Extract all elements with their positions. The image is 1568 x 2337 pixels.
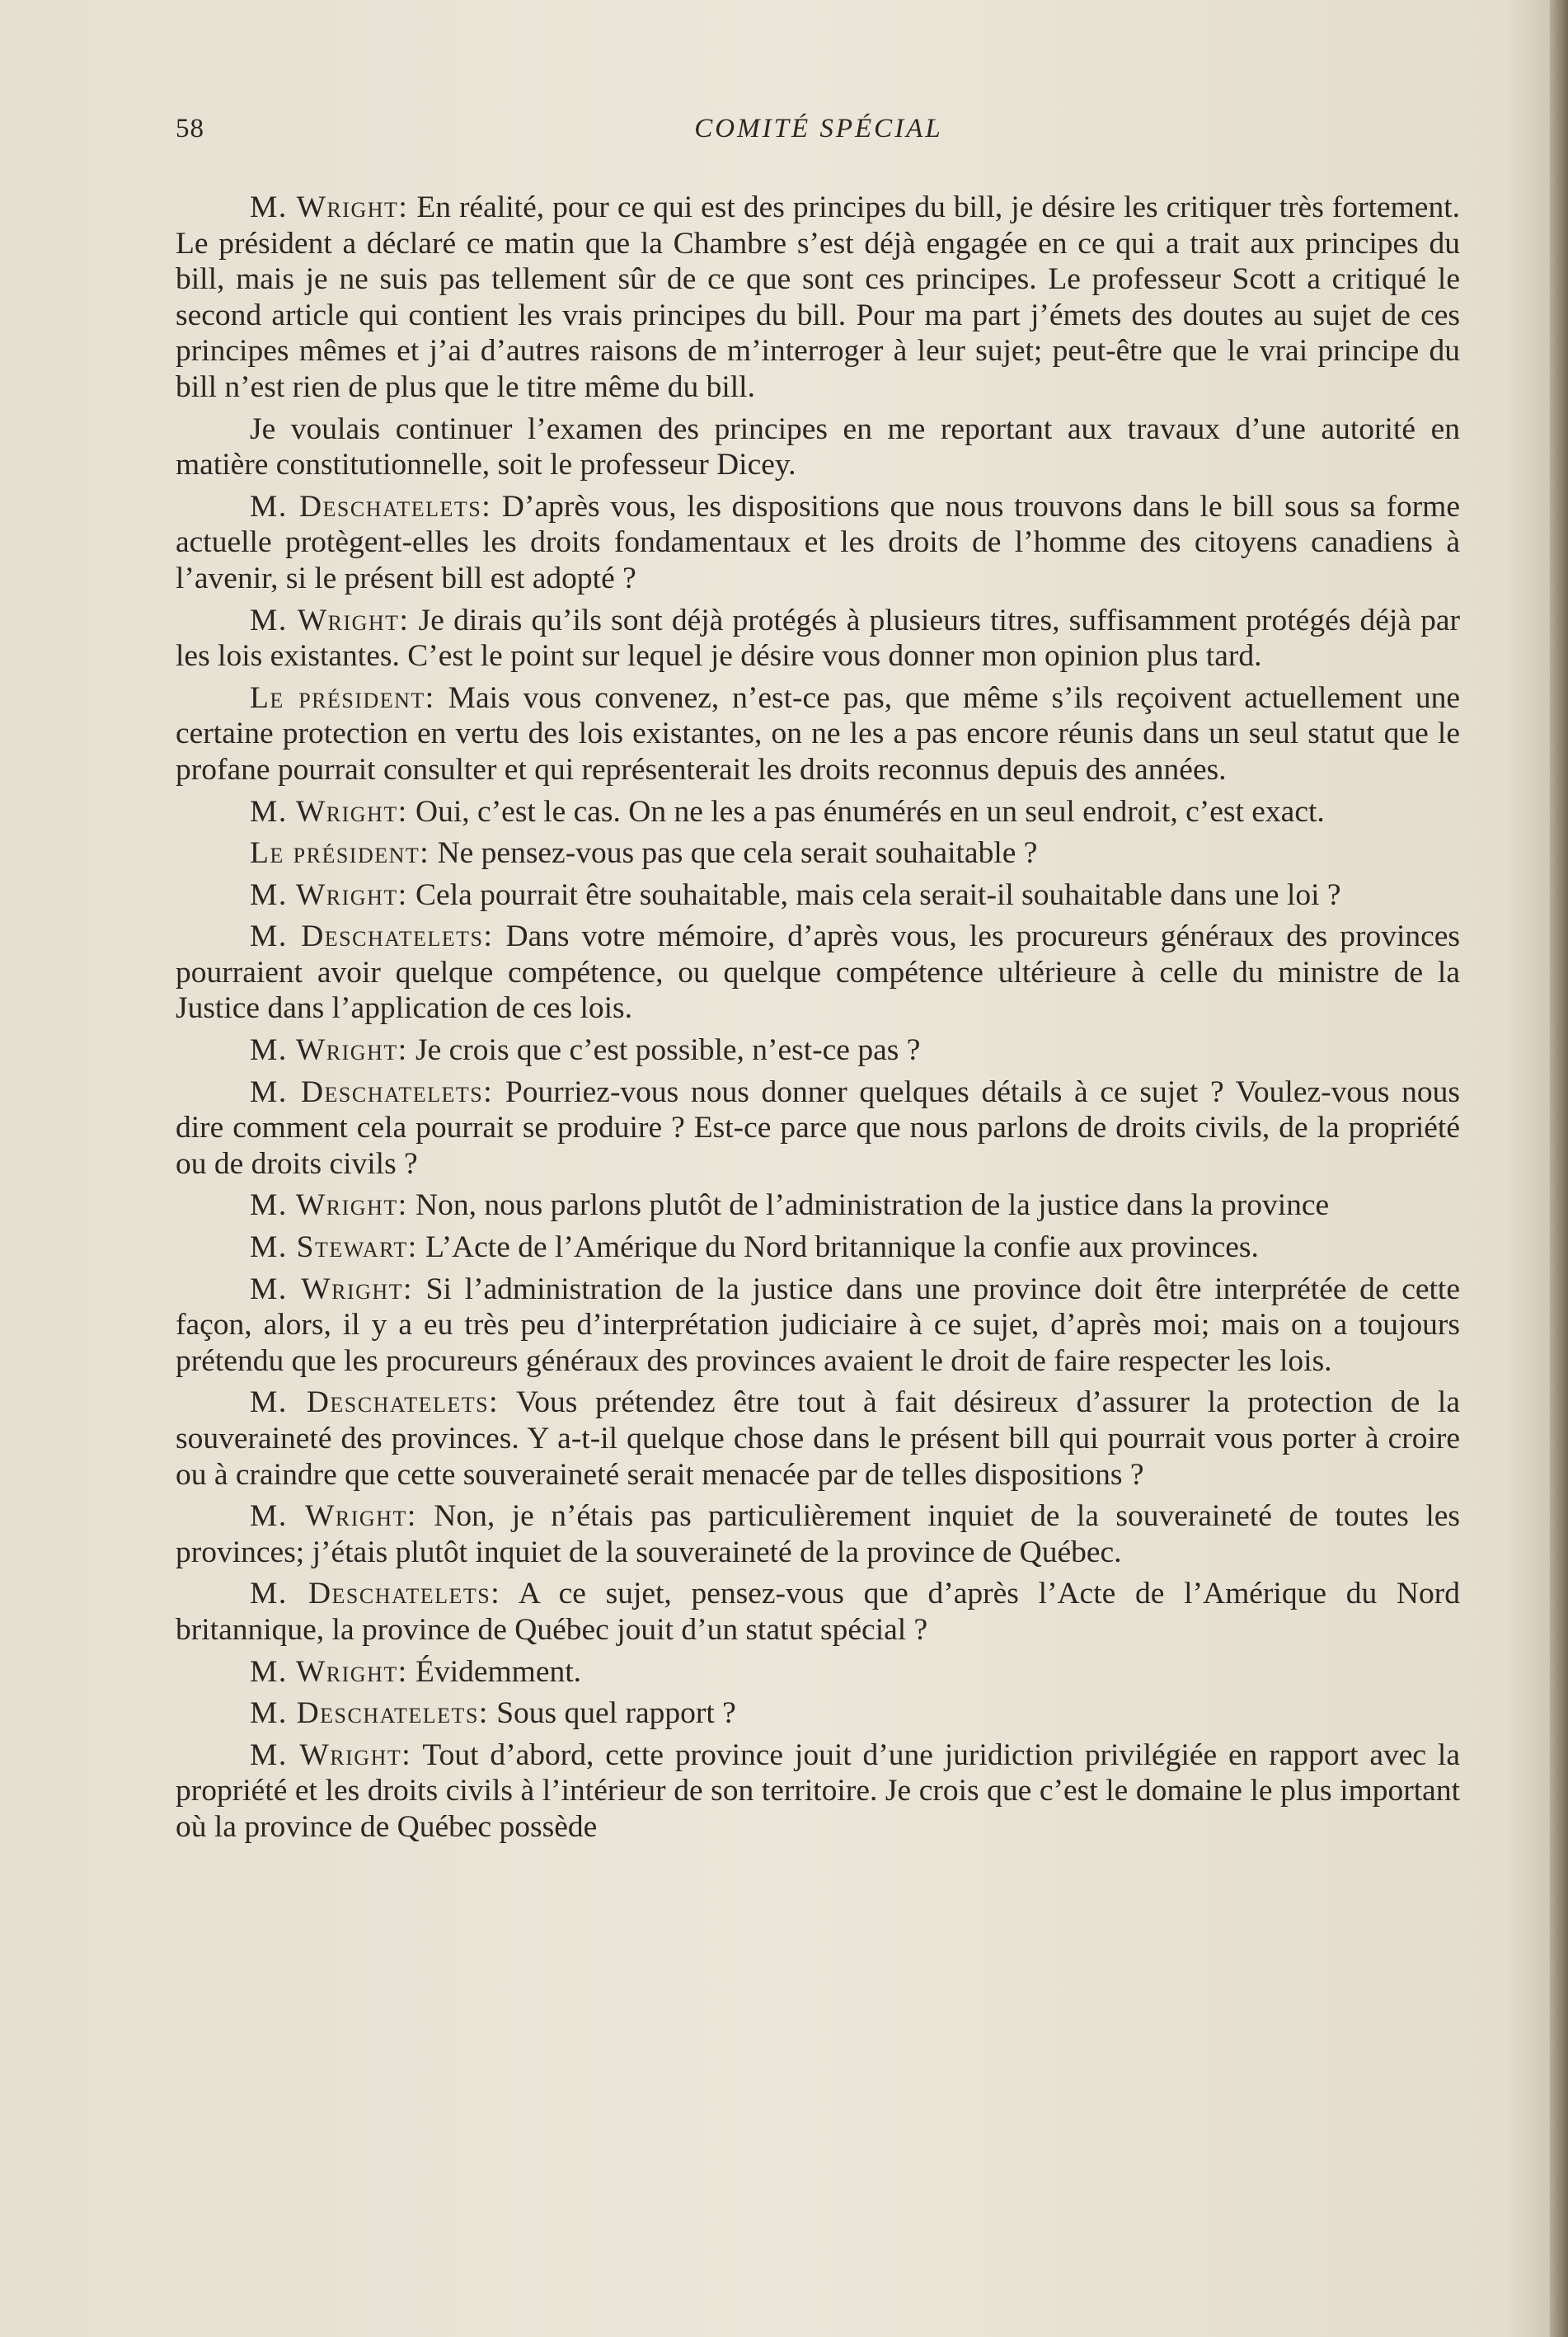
paragraph-text: Non, nous parlons plutôt de l’administration de la justice dans la province	[415, 1188, 1330, 1223]
paragraph-text: Sous quel rapport ?	[496, 1696, 736, 1731]
book-spine-edge	[1550, 0, 1568, 2337]
speaker-name: M. Deschatelets:	[250, 1385, 500, 1420]
speaker-name: Le président:	[250, 836, 430, 871]
paragraph-text: En réalité, pour ce qui est des principes du bill, je désire les critiquer très fortement. Le président a déclaré ce matin que la Chambre s’est déjà engagée en ce qui a trait aux principes du bill, mais je ne suis pas tellement sûr de ce que sont ces principes. Le professeur Scott a critiqué le second article qui contient les vrais principes du bill. Pour ma part j’émets des doutes au sujet de ces principes mêmes et j’ai d’autres raisons de m’interroger à leur sujet; peut-être que le vrai principe du bill n’est rien de plus que le titre même du bill.	[176, 190, 1460, 404]
paragraph-text: Mais vous convenez, n’est-ce pas, que même s’ils reçoivent actuellement une certaine protection en vertu des lois existantes, on ne les a pas encore réunis dans un seul statut que le profane pourrait consulter et qui représenterait les droits reconnus depuis des années.	[176, 680, 1460, 787]
paragraph-text: Pourriez-vous nous donner quelques détails à ce sujet ? Voulez-vous nous dire comment cela pourrait se produire ? Est-ce parce que nous parlons de droits civils, de la propriété ou de droits civils ?	[176, 1074, 1461, 1181]
speaker-name: M. Wright:	[250, 1737, 412, 1772]
paragraph	[176, 835, 1460, 872]
paragraph	[176, 794, 1460, 830]
paragraph-text: Oui, c’est le cas. On ne les a pas énumérés en un seul endroit, c’est exact.	[415, 794, 1325, 829]
running-title: COMITÉ SPÉCIAL	[694, 114, 943, 143]
speaker-name: M. Wright:	[250, 190, 409, 224]
speaker-name: M. Wright:	[250, 1272, 413, 1306]
paragraph-text: Si l’administration de la justice dans une province doit être interprétée de cette façon, alors, il y a eu très peu d’interprétation judiciaire à ce sujet, d’après moi; mais on a toujours prétendu que les procureurs généraux des provinces avaient le droit de faire respecter les lois.	[176, 1272, 1461, 1378]
paragraph	[176, 190, 1460, 406]
speaker-name: M. Wright:	[250, 603, 410, 637]
paragraph	[176, 411, 1460, 483]
paragraph-text: Tout d’abord, cette province jouit d’une juridiction privilégiée en rapport avec la propriété et les droits civils à l’intérieur de son territoire. Je crois que c’est le domaine le plus important où la province de Québec possède	[176, 1737, 1460, 1844]
page-header	[176, 114, 1462, 155]
speaker-name: M. Wright:	[250, 1188, 408, 1223]
transcript-body	[176, 190, 1460, 1851]
paragraph	[176, 603, 1460, 675]
speaker-name: M. Wright:	[250, 1654, 408, 1689]
speaker-name: Le président:	[250, 680, 435, 715]
speaker-name: M. Deschatelets:	[250, 919, 494, 954]
paragraph	[176, 919, 1460, 1027]
speaker-name: M. Wright:	[250, 794, 408, 829]
speaker-name: M. Deschatelets:	[250, 1577, 501, 1611]
paragraph-text: D’après vous, les dispositions que nous trouvons dans le bill sous sa forme actuelle protègent-elles les droits fondamentaux et les droits de l’homme des citoyens canadiens à l’avenir, si le présent bill est adopté ?	[176, 489, 1460, 595]
paragraph-text: Je crois que c’est possible, n’est-ce pas ?	[415, 1033, 921, 1068]
speaker-name: M. Deschatelets:	[250, 489, 492, 524]
speaker-name: M. Deschatelets:	[250, 1074, 494, 1109]
paragraph-text: Dans votre mémoire, d’après vous, les procureurs généraux des provinces pourraient avoir quelque compétence, ou quelque compétence ultérieure à celle du ministre de la Justice dans l’application de ces lois.	[176, 919, 1460, 1026]
speaker-name: M. Wright:	[250, 1499, 417, 1534]
speaker-name: M. Deschatelets:	[250, 1696, 489, 1731]
paragraph-text: L’Acte de l’Amérique du Nord britannique la confie aux provinces.	[425, 1230, 1259, 1265]
paragraph	[176, 489, 1460, 597]
paragraph	[176, 877, 1460, 914]
speaker-name: M. Stewart:	[250, 1230, 418, 1265]
paragraph-text: Évidemment.	[415, 1654, 582, 1689]
speaker-name: M. Wright:	[250, 1033, 408, 1068]
paragraph	[176, 1187, 1460, 1224]
paragraph-text: Je dirais qu’ils sont déjà protégés à plusieurs titres, suffisamment protégés déjà par les lois existantes. C’est le point sur lequel je désire vous donner mon opinion plus tard.	[176, 603, 1460, 674]
paragraph-text: Vous prétendez être tout à fait désireux d’assurer la protection de la souveraineté des provinces. Y a-t-il quelque chose dans le présent bill qui pourrait vous porter à croire ou à craindre que cette souveraineté serait menacée par de telles dispositions ?	[176, 1385, 1460, 1492]
paragraph	[176, 1654, 1460, 1690]
page-number: 58	[176, 114, 204, 143]
speaker-name: M. Wright:	[250, 877, 408, 912]
paragraph	[176, 1272, 1460, 1380]
paragraph-text: A ce sujet, pensez-vous que d’après l’Acte de l’Amérique du Nord britannique, la province de Québec jouit d’un statut spécial ?	[176, 1577, 1460, 1647]
paragraph	[176, 1576, 1460, 1648]
paragraph	[176, 1695, 1460, 1732]
paragraph	[176, 1498, 1460, 1570]
paragraph	[176, 1737, 1460, 1846]
paragraph	[176, 1230, 1460, 1266]
paragraph-text: Ne pensez-vous pas que cela serait souhaitable ?	[437, 836, 1038, 871]
paragraph	[176, 1032, 1460, 1069]
paragraph	[176, 1385, 1460, 1493]
paragraph-text: Je voulais continuer l’examen des principes en me reportant aux travaux d’une autorité en matière constitutionnelle, soit le professeur Dicey.	[176, 411, 1460, 482]
paragraph-text: Non, je n’étais pas particulièrement inquiet de la souveraineté de toutes les provinces; j’étais plutôt inquiet de la souveraineté de la province de Québec.	[176, 1499, 1460, 1569]
paragraph-text: Cela pourrait être souhaitable, mais cela serait-il souhaitable dans une loi ?	[415, 877, 1341, 912]
paragraph	[176, 680, 1460, 788]
paragraph	[176, 1074, 1460, 1183]
